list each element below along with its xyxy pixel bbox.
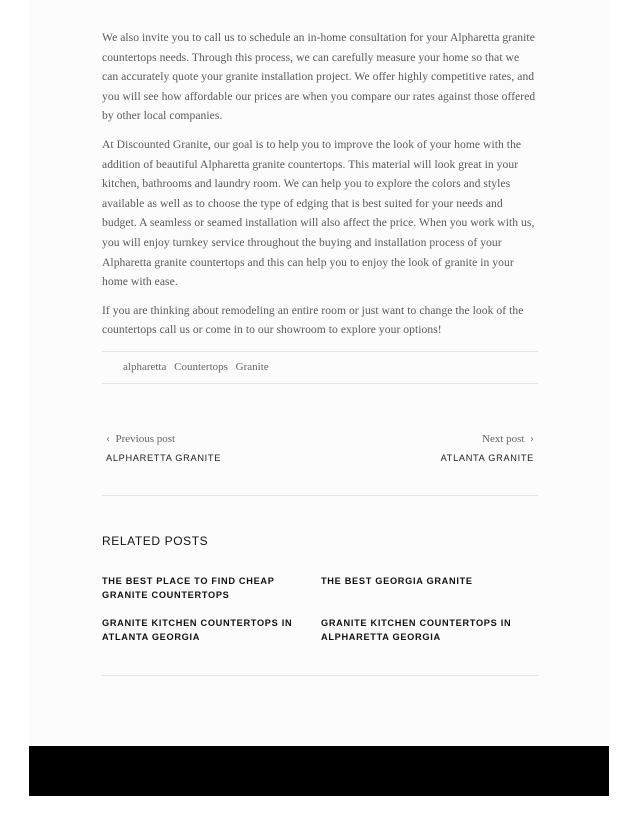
divider — [102, 351, 538, 352]
next-post-label-row — [441, 430, 534, 449]
divider — [102, 383, 538, 384]
previous-post-label: Previous post — [115, 433, 176, 445]
body-paragraph: We also invite you to call us to schedule an in-home consultation for your Alpharetta granite countertops needs. Through this process, we can carefully measure your home so that we can accurately quote your granite installation project. We offer highly competitive rates, and you will see how affordable our prices are when you compare our rates against those offered by other local companies. — [102, 31, 536, 123]
previous-post-label-row — [106, 430, 221, 449]
related-post-link[interactable]: THE BEST GEORGIA GRANITE — [321, 576, 473, 586]
body-paragraph: If you are thinking about remodeling an entire room or just want to change the look of the countertops call us or come in to our showroom to explore your options! — [102, 303, 524, 337]
related-post-link[interactable]: THE BEST PLACE TO FIND CHEAP GRANITE COUNTERTOPS — [102, 576, 275, 600]
tag-link[interactable]: Granite — [235, 361, 269, 373]
chevron-left-icon: ‹ — [106, 434, 110, 445]
next-post-label: Next post — [482, 433, 525, 445]
previous-post-link[interactable] — [106, 430, 221, 463]
article-body — [102, 28, 538, 349]
chevron-right-icon: › — [530, 434, 534, 445]
footer — [29, 746, 609, 796]
next-post-link[interactable] — [441, 430, 534, 463]
post-tags — [123, 361, 274, 373]
tag-link[interactable]: alpharetta — [123, 361, 167, 373]
related-post-link[interactable]: GRANITE KITCHEN COUNTERTOPS IN ATLANTA GEORGIA — [102, 618, 293, 642]
body-paragraph: At Discounted Granite, our goal is to help you to improve the look of your home with the addition of beautiful Alpharetta granite countertops. This material will look great in your kitchen, bathrooms and laundry room. We can help you to explore the colors and styles available as well as to choose the type of edging that is best suited for your needs and budget. A seamless or seamed installation will also affect the price. When you work with us, you will enjoy turnkey service throughout the buying and installation process of your Alpharetta granite countertops and this can help you to enjoy the look of granite in your home with ease. — [102, 137, 535, 289]
post-navigation — [102, 430, 538, 470]
previous-post-title[interactable]: ALPHARETTA GRANITE — [106, 453, 222, 463]
divider — [102, 675, 538, 676]
related-posts-heading: RELATED POSTS — [102, 534, 209, 548]
divider — [102, 495, 538, 496]
tag-link[interactable]: Countertops — [174, 361, 228, 373]
related-post-link[interactable]: GRANITE KITCHEN COUNTERTOPS IN ALPHARETTA GEORGIA — [321, 618, 512, 642]
next-post-title[interactable]: ATLANTA GRANITE — [440, 453, 534, 463]
